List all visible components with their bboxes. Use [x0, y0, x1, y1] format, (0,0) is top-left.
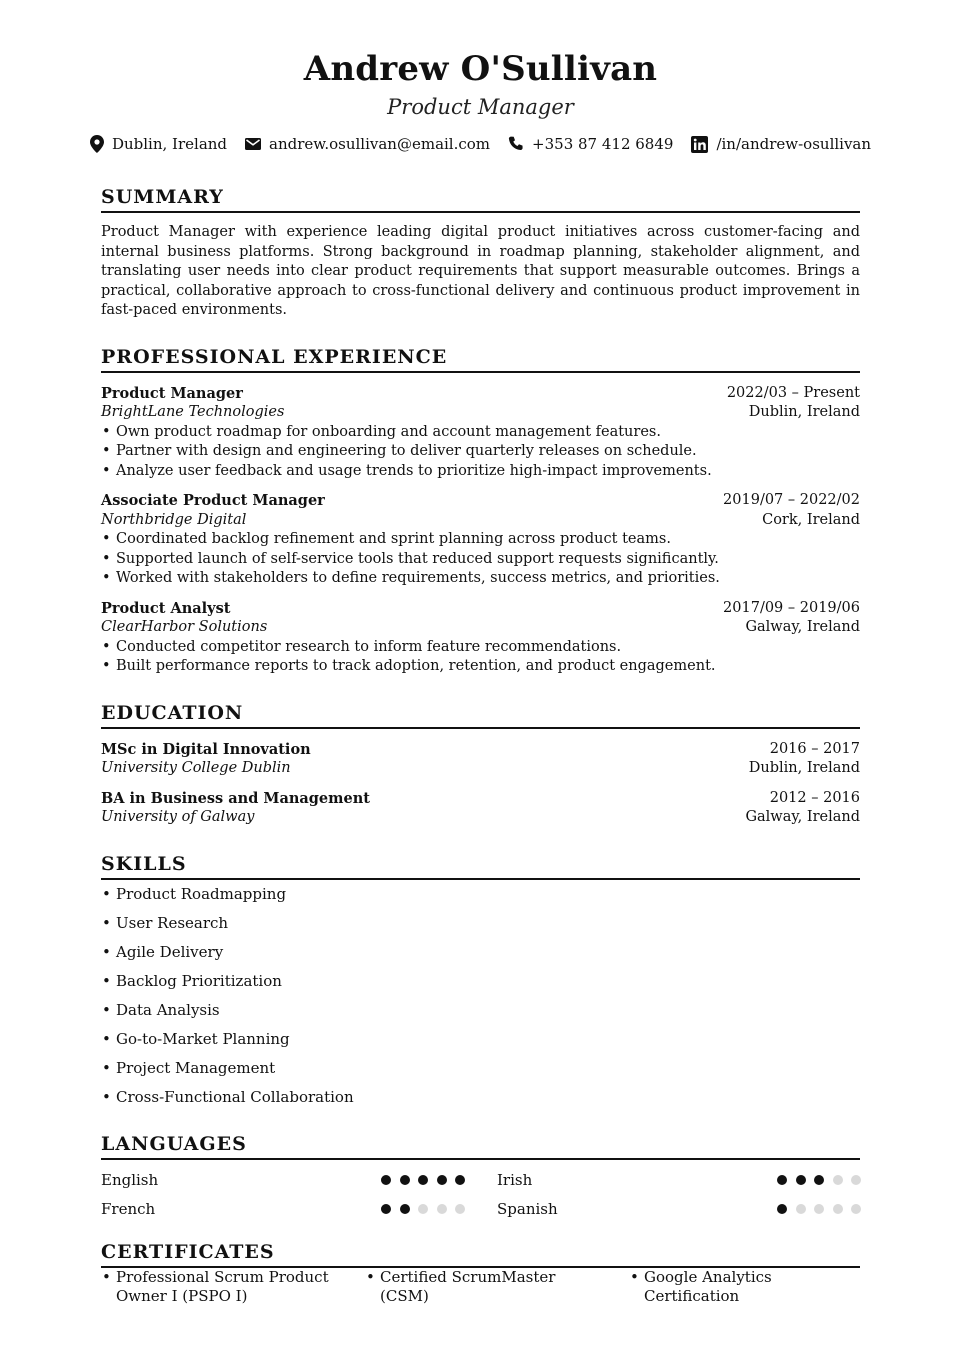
level-dot-filled — [418, 1175, 428, 1185]
skill-item: • User Research — [101, 909, 860, 938]
skill-item: • Product Roadmapping — [101, 880, 860, 909]
level-dot-empty — [851, 1175, 861, 1185]
skill-item: • Agile Delivery — [101, 938, 860, 967]
job-location: Dublin, Ireland — [748, 404, 860, 420]
experience-entry — [101, 599, 860, 677]
contact-location — [90, 133, 227, 155]
job-title: Product Analyst — [101, 599, 231, 617]
level-dot-filled — [777, 1204, 787, 1214]
experience-entry — [101, 384, 860, 482]
education-location: Galway, Ireland — [745, 809, 860, 825]
section-title-certificates: CERTIFICATES — [101, 1240, 860, 1268]
company-name: BrightLane Technologies — [101, 404, 285, 420]
level-dot-empty — [851, 1204, 861, 1214]
school-name: University of Galway — [101, 809, 255, 825]
language-level-dots — [381, 1175, 465, 1185]
bullet-item: • Own product roadmap for onboarding and account management features. — [101, 423, 860, 443]
level-dot-empty — [796, 1204, 806, 1214]
level-dot-filled — [381, 1204, 391, 1214]
skill-item: • Backlog Prioritization — [101, 967, 860, 996]
section-title-experience: PROFESSIONAL EXPERIENCE — [101, 345, 860, 373]
job-bullets — [101, 638, 860, 677]
certificate-item: • Professional Scrum Product Owner I (PSPO I) — [101, 1268, 365, 1307]
certificate-item: • Certified ScrumMaster (CSM) — [365, 1268, 629, 1307]
level-dot-filled — [777, 1175, 787, 1185]
language-level-dots — [381, 1204, 465, 1214]
experience-entry — [101, 491, 860, 589]
level-dot-filled — [381, 1175, 391, 1185]
phone-icon — [508, 136, 524, 152]
candidate-role: Product Manager — [387, 95, 574, 119]
level-dot-empty — [455, 1204, 465, 1214]
contact-linkedin-text[interactable]: /in/andrew-osullivan — [716, 135, 872, 153]
bullet-item: • Supported launch of self-service tools that reduced support requests significantly. — [101, 550, 860, 570]
entry-header-row — [101, 384, 860, 404]
contact-location-text: Dublin, Ireland — [111, 135, 228, 153]
certificates-section — [101, 1240, 860, 1307]
entry-header-row — [101, 789, 860, 809]
bullet-item: • Coordinated backlog refinement and sprint planning across product teams. — [101, 530, 860, 550]
entry-subheader-row — [101, 511, 860, 531]
job-location: Galway, Ireland — [745, 619, 860, 635]
language-level-dots — [777, 1204, 861, 1214]
entry-subheader-row — [101, 808, 860, 828]
education-dates: 2016 – 2017 — [769, 740, 860, 757]
skills-section — [101, 852, 860, 1112]
linkedin-icon — [691, 136, 708, 153]
skill-item: • Go-to-Market Planning — [101, 1025, 860, 1054]
certificates-list — [101, 1268, 860, 1307]
level-dot-empty — [833, 1175, 843, 1185]
experience-section — [101, 345, 860, 677]
summary-text: Product Manager with experience leading digital product initiatives across customer-facing and internal business platforms. Strong background in roadmap planning, stakeholder alignment, and translating user needs into clear product requirements that support measurable outcomes. Brings a practical, collaborative approach to cross-functional delivery and continuous product improvement in fast-paced environments. — [101, 224, 860, 318]
education-section — [101, 701, 860, 828]
level-dot-filled — [400, 1204, 410, 1214]
section-title-skills: SKILLS — [101, 852, 860, 880]
section-title-languages: LANGUAGES — [101, 1132, 860, 1160]
level-dot-filled — [400, 1175, 410, 1185]
education-entry — [101, 789, 860, 828]
envelope-icon — [245, 138, 261, 150]
level-dot-filled — [437, 1175, 447, 1185]
level-dot-empty — [814, 1204, 824, 1214]
language-gap — [465, 1199, 497, 1219]
education-dates: 2012 – 2016 — [769, 789, 860, 806]
language-row — [497, 1199, 861, 1219]
skill-item: • Project Management — [101, 1054, 860, 1083]
company-name: ClearHarbor Solutions — [101, 619, 268, 635]
summary-section — [101, 185, 860, 321]
level-dot-filled — [455, 1175, 465, 1185]
job-location: Cork, Ireland — [762, 511, 860, 528]
language-row — [497, 1170, 861, 1190]
level-dot-empty — [418, 1204, 428, 1214]
job-title: Associate Product Manager — [101, 492, 325, 509]
education-entry — [101, 740, 860, 779]
bullet-item: • Conducted competitor research to inform feature recommendations. — [101, 638, 860, 658]
job-title: Product Manager — [101, 384, 243, 402]
level-dot-filled — [796, 1175, 806, 1185]
contact-phone[interactable] — [508, 133, 673, 155]
degree-name: BA in Business and Management — [101, 789, 370, 807]
language-row — [101, 1170, 465, 1190]
entry-header-row — [101, 491, 860, 511]
skill-item: • Data Analysis — [101, 996, 860, 1025]
skills-list — [101, 880, 860, 1112]
bullet-item: • Partner with design and engineering to deliver quarterly releases on schedule. — [101, 442, 860, 462]
contact-phone-text[interactable]: +353 87 412 6849 — [532, 135, 674, 153]
job-dates: 2019/07 – 2022/02 — [723, 492, 860, 508]
bullet-item: • Built performance reports to track adoption, retention, and product engagement. — [101, 657, 860, 677]
contact-bar — [101, 133, 872, 155]
entry-subheader-row — [101, 403, 860, 423]
language-name: Spanish — [497, 1199, 558, 1218]
bullet-item: • Analyze user feedback and usage trends to prioritize high-impact improvements. — [101, 462, 860, 482]
job-bullets — [101, 423, 860, 482]
education-location: Dublin, Ireland — [748, 760, 860, 776]
job-bullets — [101, 530, 860, 589]
job-dates: 2022/03 – Present — [726, 384, 860, 401]
entry-header-row — [101, 599, 860, 619]
language-name: English — [101, 1170, 159, 1189]
bullet-item: • Worked with stakeholders to define requirements, success metrics, and priorities. — [101, 569, 860, 589]
language-gap — [465, 1170, 497, 1190]
language-level-dots — [777, 1175, 861, 1185]
level-dot-empty — [833, 1204, 843, 1214]
languages-list — [101, 1170, 860, 1219]
entry-subheader-row — [101, 618, 860, 638]
section-title-education: EDUCATION — [101, 701, 860, 729]
language-row — [101, 1199, 465, 1219]
language-name: Irish — [497, 1170, 533, 1189]
language-name: French — [101, 1199, 156, 1218]
school-name: University College Dublin — [101, 760, 291, 776]
level-dot-empty — [437, 1204, 447, 1214]
contact-email-text[interactable]: andrew.osullivan@email.com — [269, 135, 491, 153]
level-dot-filled — [814, 1175, 824, 1185]
contact-email[interactable] — [245, 133, 490, 155]
languages-section — [101, 1132, 860, 1219]
entry-header-row — [101, 740, 860, 760]
entry-subheader-row — [101, 759, 860, 779]
location-pin-icon — [90, 135, 104, 153]
degree-name: MSc in Digital Innovation — [101, 740, 311, 758]
candidate-name: Andrew O'Sullivan — [303, 49, 658, 89]
certificate-item: • Google Analytics Certification — [629, 1268, 860, 1307]
job-dates: 2017/09 – 2019/06 — [723, 599, 860, 616]
resume-page — [101, 0, 872, 1307]
section-title-summary: SUMMARY — [101, 185, 860, 213]
skill-item: • Cross-Functional Collaboration — [101, 1083, 860, 1112]
contact-linkedin[interactable] — [691, 133, 871, 155]
company-name: Northbridge Digital — [101, 511, 247, 528]
